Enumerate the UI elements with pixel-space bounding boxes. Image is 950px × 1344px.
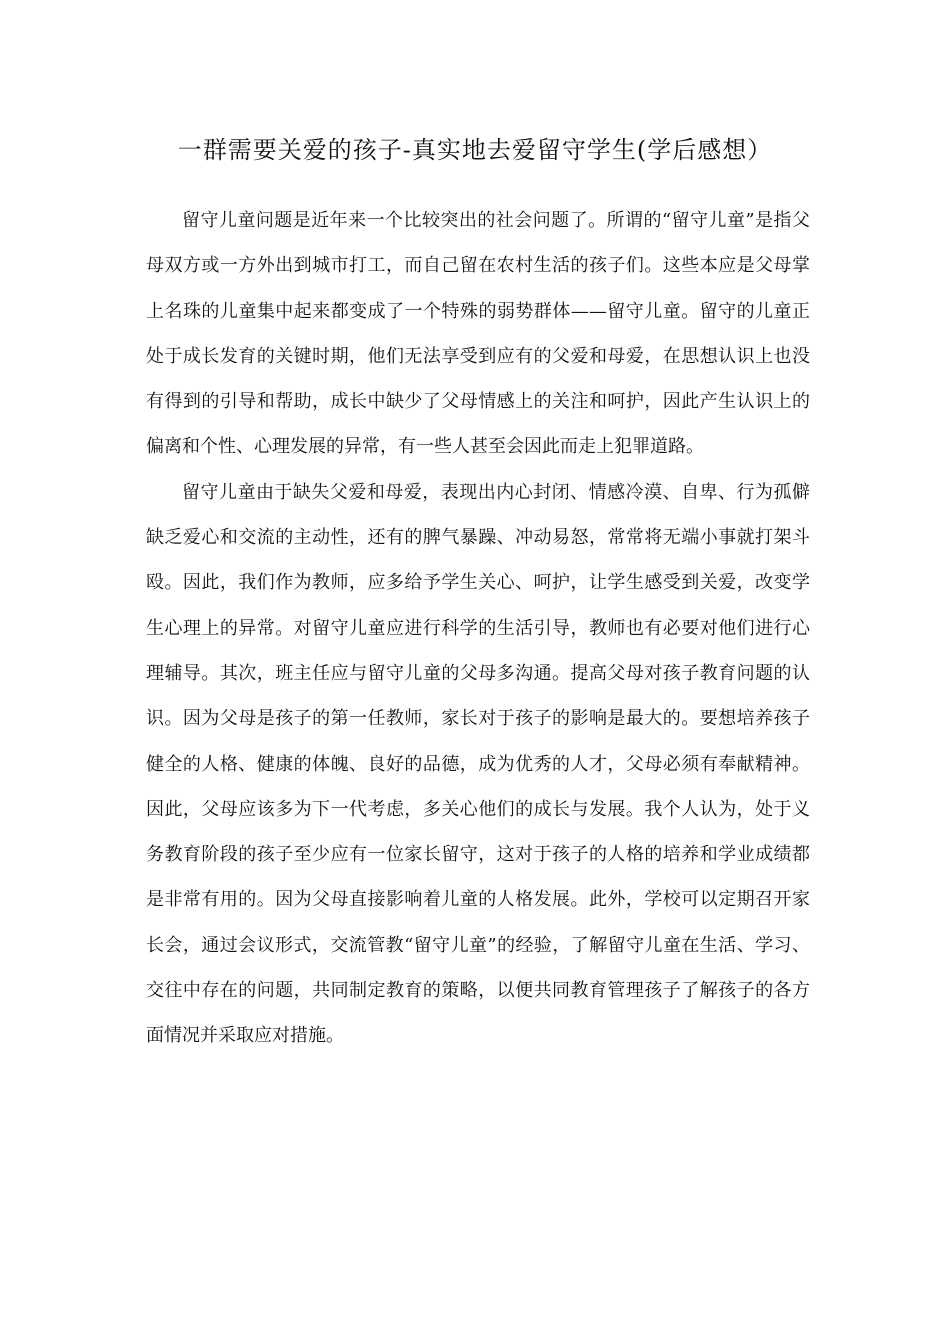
paragraph-2: 留守儿童由于缺失父爱和母爱，表现出内心封闭、情感冷漠、自卑、行为孤僻缺乏爱心和交流的主动性，还有的脾气暴躁、冲动易怒，常常将无端小事就打架斗殴。因此，我们作为教师，应多给予学生关心、呵护，让学生感受到关爱，改变学生心理上的异常。对留守儿童应进行科学的生活引导，教师也有必要对他们进行心理辅导。其次，班主任应与留守儿童的父母多沟通。提高父母对孩子教育问题的认识。因为父母是孩子的第一任教师，家长对于孩子的影响是最大的。要想培养孩子健全的人格、健康的体魄、良好的品德，成为优秀的人才，父母必须有奉献精神。因此，父母应该多为下一代考虑，多关心他们的成长与发展。我个人认为，处于义务教育阶段的孩子至少应有一位家长留守，这对于孩子的人格的培养和学业成绩都是非常有用的。因为父母直接影响着儿童的人格发展。此外，学校可以定期召开家长会，通过会议形式，交流管教“留守儿童”的经验，了解留守儿童在生活、学习、交往中存在的问题，共同制定教育的策略，以便共同教育管理孩子了解孩子的各方面情况并采取应对措施。 (146, 481, 810, 1047)
paragraph-1: 留守儿童问题是近年来一个比较突出的社会问题了。所谓的“留守儿童”是指父母双方或一方外出到城市打工，而自己留在农村生活的孩子们。这些本应是父母掌上名珠的儿童集中起来都变成了一个特殊的弱势群体——留守儿童。留守的儿童正处于成长发育的关键时期，他们无法享受到应有的父爱和母爱，在思想认识上也没有得到的引导和帮助，成长中缺少了父母情感上的关注和呵护，因此产生认识上的偏离和个性、心理发展的异常，有一些人甚至会因此而走上犯罪道路。 (146, 210, 810, 458)
document-body (146, 198, 810, 1059)
document-title: 一群需要关爱的孩子-真实地去爱留守学生(学后感想） (177, 136, 773, 164)
